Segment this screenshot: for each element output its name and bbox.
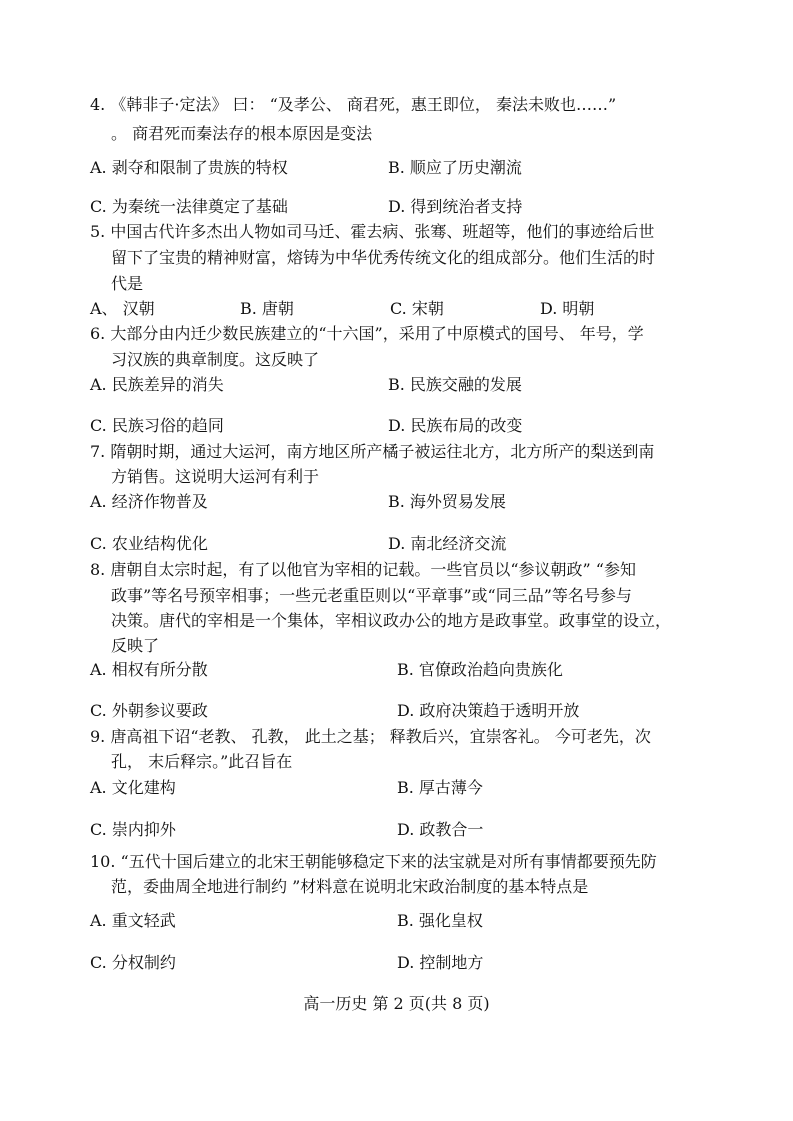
option-a: A. 重文轻武 — [90, 911, 176, 930]
option-c: C. 为秦统一法律奠定了基础 — [90, 197, 288, 216]
question-stem-line: 方销售。这说明大运河有利于 — [111, 467, 320, 486]
option-c: C. 农业结构优化 — [90, 534, 208, 553]
question-stem-line: 9. 唐高祖下诏“老教、 孔教， 此土之基； 释教后兴，宜崇客礼。 今可老先，次 — [90, 727, 651, 746]
option-a: A. 相权有所分散 — [90, 660, 208, 679]
option-a: A. 民族差异的消失 — [90, 375, 224, 394]
question-stem-line: 留下了宝贵的精神财富，熔铸为中华优秀传统文化的组成部分。他们生活的时 — [111, 248, 656, 267]
option-a: A. 经济作物普及 — [90, 492, 208, 511]
option-b: B. 官僚政治趋向贵族化 — [397, 660, 563, 679]
question-stem-line: 决策。唐代的宰相是一个集体，宰相议政办公的地方是政事堂。政事堂的设立， — [111, 611, 672, 630]
question-stem-line: 代是 — [111, 274, 144, 293]
option-b: B. 民族交融的发展 — [388, 375, 522, 394]
option-d: D. 政府决策趋于透明开放 — [397, 701, 580, 720]
option-c: C. 宋朝 — [390, 299, 444, 318]
option-b: B. 厚古薄今 — [397, 778, 483, 797]
question-stem-line: 8. 唐朝自太宗时起，有了以他官为宰相的记载。一些官员以“参议朝政” “参知 — [90, 560, 636, 579]
option-d: D. 控制地方 — [397, 953, 484, 972]
question-stem-line: 反映了 — [111, 636, 160, 655]
option-b: B. 海外贸易发展 — [388, 492, 506, 511]
option-d: D. 民族布局的改变 — [388, 416, 523, 435]
question-stem-line: 。 商君死而秦法存的根本原因是变法 — [111, 124, 373, 143]
option-d: D. 政教合一 — [397, 820, 484, 839]
option-a: A、 汉朝 — [90, 299, 155, 318]
option-a: A. 剥夺和限制了贵族的特权 — [90, 158, 288, 177]
option-d: D. 南北经济交流 — [388, 534, 507, 553]
question-stem-line: 4. 《韩非子·定法》 曰： “及孝公、 商君死，惠王即位， 秦法未败也……” — [90, 95, 617, 114]
question-stem-line: 习汉族的典章制度。这反映了 — [111, 350, 320, 369]
option-b: B. 顺应了历史潮流 — [388, 158, 522, 177]
option-c: C. 崇内抑外 — [90, 820, 176, 839]
option-a: A. 文化建构 — [90, 778, 176, 797]
question-stem-line: 政事”等名号预宰相事；一些元老重臣则以“平章事”或“同三品”等名号参与 — [111, 586, 632, 605]
option-d: D. 明朝 — [540, 299, 595, 318]
question-stem-line: 范，委曲周全地进行制约 ”材料意在说明北宋政治制度的基本特点是 — [111, 877, 589, 896]
option-b: B. 唐朝 — [240, 299, 294, 318]
option-d: D. 得到统治者支持 — [388, 197, 523, 216]
page-footer: 高一历史 第 2 页(共 8 页) — [303, 994, 490, 1013]
question-stem-line: 6. 大部分由内迁少数民族建立的“十六国”，采用了中原模式的国号、 年号，学 — [90, 324, 644, 343]
option-c: C. 分权制约 — [90, 953, 176, 972]
option-c: C. 外朝参议要政 — [90, 701, 208, 720]
question-stem-line: 7. 隋朝时期，通过大运河，南方地区所产橘子被运往北方，北方所产的梨送到南 — [90, 442, 655, 461]
option-b: B. 强化皇权 — [397, 911, 483, 930]
question-stem-line: 孔， 末后释宗。”此召旨在 — [111, 752, 293, 771]
question-stem-line: 5. 中国古代许多杰出人物如司马迁、霍去病、张骞、班超等，他们的事迹给后世 — [90, 222, 655, 241]
question-stem-line: 10. “五代十国后建立的北宋王朝能够稳定下来的法宝就是对所有事情都要预先防 — [90, 852, 657, 871]
option-c: C. 民族习俗的趋同 — [90, 416, 224, 435]
